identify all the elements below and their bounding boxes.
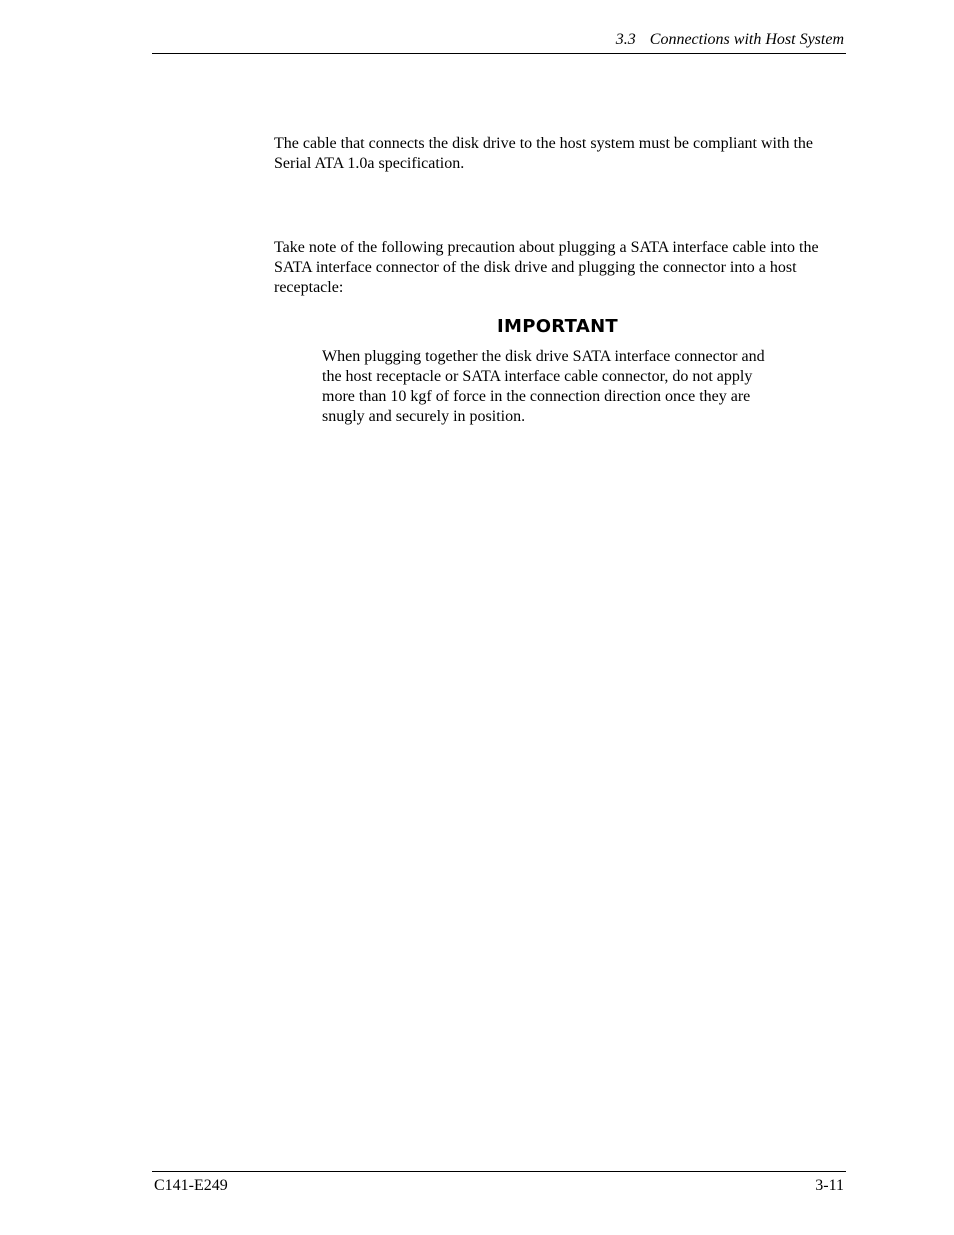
page-number: 3-11 <box>815 1177 844 1194</box>
section-title: Connections with Host System <box>649 31 844 48</box>
important-note: When plugging together the disk drive SATA interface connector and the host receptacle or SATA interface cable connector, do not apply more than 10 kgf of force in the connection direction once they are snugly and securely in position. <box>322 348 765 425</box>
header-divider <box>152 53 846 54</box>
section-number: 3.3 <box>615 31 636 48</box>
important-heading: IMPORTANT <box>497 316 619 337</box>
running-header <box>616 31 844 49</box>
precaution-paragraph: Take note of the following precaution about plugging a SATA interface cable into the SATA interface connector of the disk drive and plugging the connector into a host receptacle: <box>274 239 819 296</box>
document-code: C141-E249 <box>154 1177 228 1194</box>
footer-divider <box>152 1171 846 1172</box>
cable-paragraph: The cable that connects the disk drive to the host system must be compliant with the Serial ATA 1.0a specification. <box>274 135 813 172</box>
